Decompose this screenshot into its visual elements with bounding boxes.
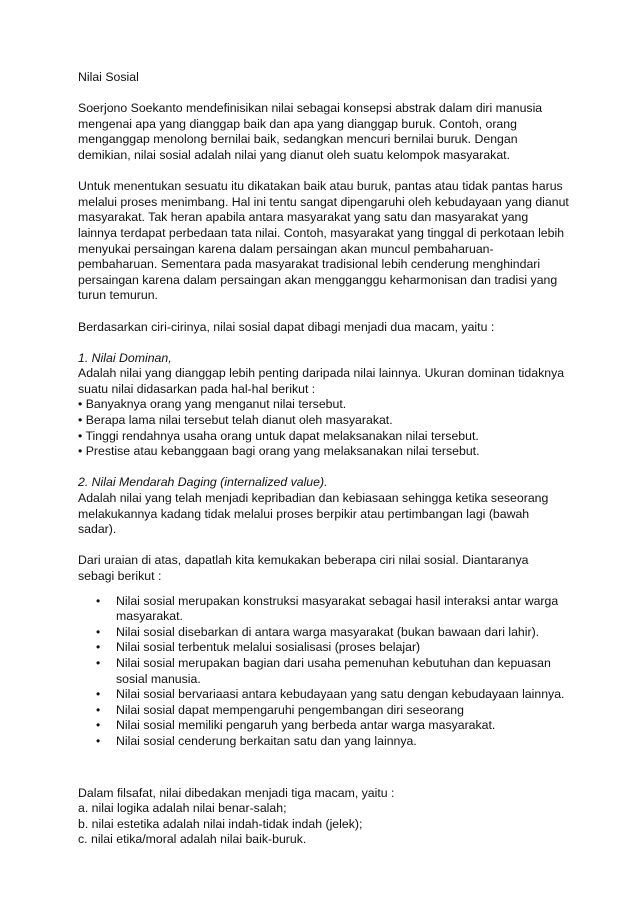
list-item: a. nilai logika adalah nilai benar-salah;	[78, 801, 287, 816]
document-title: Nilai Sosial	[78, 70, 139, 84]
list-item: • Banyaknya orang yang menganut nilai tersebut.	[78, 397, 347, 412]
dominant-value-section	[78, 351, 588, 460]
list-item: • Berapa lama nilai tersebut telah dianut oleh masyarakat.	[78, 413, 393, 428]
text-line: mengenai apa yang dianggap baik dan apa yang dianggap buruk. Contoh, orang	[78, 116, 517, 131]
section-heading: 1. Nilai Dominan,	[78, 350, 172, 365]
text-line: • Nilai sosial terbentuk melalui sosialisasi (proses belajar)	[116, 640, 421, 655]
text-line: suatu nilai didasarkan pada hal-hal berikut :	[78, 381, 316, 396]
text-line: • Nilai sosial bervariaasi antara kebudayaan yang satu dengan kebudayaan lainnya.	[116, 687, 565, 702]
text-line: persaingan karena dalam persaingan akan mengganggu keharmonisan dan tradisi yang	[78, 272, 558, 287]
text-line: turun temurun.	[78, 288, 158, 303]
characteristics-list	[78, 594, 588, 750]
text-line: Untuk menentukan sesuatu itu dikatakan baik atau buruk, pantas atau tidak pantas harus	[78, 179, 563, 194]
list-item	[78, 718, 588, 734]
text-line: melalui proses menimbang. Hal ini tentu sangat dipengaruhi oleh kebudayaan yang dianut	[78, 194, 569, 209]
list-item: c. nilai etika/moral adalah nilai baik-buruk.	[78, 832, 307, 847]
text-line: sebagi berikut :	[78, 569, 162, 583]
text-line: masyarakat.	[116, 609, 183, 624]
text-line: • Nilai sosial merupakan bagian dari usaha pemenuhan kebutuhan dan kepuasan	[116, 655, 551, 670]
list-item: • Tinggi rendahnya usaha orang untuk dapat melaksanakan nilai tersebut.	[78, 428, 479, 443]
list-item	[78, 640, 588, 656]
value-judgement-paragraph	[78, 179, 588, 304]
text-line: menganggap menolong bernilai baik, sedangkan mencuri bernilai buruk. Dengan	[78, 132, 518, 147]
list-item	[78, 594, 588, 625]
text-line: Dari uraian di atas, dapatlah kita kemukakan beberapa ciri nilai sosial. Diantaranya	[78, 553, 529, 568]
list-item	[78, 625, 588, 641]
text-line: masyarakat. Tak heran apabila antara masyarakat yang satu dan masyarakat yang	[78, 210, 529, 225]
text-line: • Nilai sosial merupakan konstruksi masyarakat sebagai hasil interaksi antar warga	[116, 593, 559, 608]
text-line: • Nilai sosial cenderung berkaitan satu dan yang lainnya.	[116, 733, 417, 748]
section-heading: 2. Nilai Mendarah Daging (internalized value).	[78, 475, 328, 490]
document-page	[78, 70, 588, 848]
text-line: Adalah nilai yang telah menjadi kepribadian dan kebiasaan sehingga ketika seseorang	[78, 491, 549, 506]
text-line: menyukai persaingan karena dalam persaingan akan muncul pembaharuan-	[78, 241, 494, 256]
text-line: lainnya terdapat perbedaan tata nilai. Contoh, masyarakat yang tinggal di perkotaan lebih	[78, 225, 565, 240]
text-line: Adalah nilai yang dianggap lebih penting daripada nilai lainnya. Ukuran dominan tidaknya	[78, 366, 565, 381]
list-item: • Prestise atau kebanggaan bagi orang yang melaksanakan nilai tersebut.	[78, 444, 480, 459]
list-item	[78, 734, 588, 750]
text-line: Soerjono Soekanto mendefinisikan nilai sebagai konsepsi abstrak dalam diri manusia	[78, 101, 543, 116]
list-item	[78, 656, 588, 687]
text-line: pembaharuan. Sementara pada masyarakat tradisional lebih cenderung menghindari	[78, 257, 541, 272]
text-line: • Nilai sosial memiliki pengaruh yang berbeda antar warga masyarakat.	[116, 718, 496, 733]
text-line: • Nilai sosial disebarkan di antara warga masyarakat (bukan bawaan dari lahir).	[116, 624, 540, 639]
text-line: Dalam filsafat, nilai dibedakan menjadi tiga macam, yaitu :	[78, 785, 395, 800]
text-line: demikian, nilai sosial adalah nilai yang dianut oleh suatu kelompok masyarakat.	[78, 147, 511, 162]
text-line: sosial manusia.	[116, 671, 201, 686]
list-item	[78, 703, 588, 719]
text-line: • Nilai sosial dapat mempengaruhi pengembangan diri seseorang	[116, 702, 464, 717]
internalized-value-section	[78, 475, 588, 537]
intro-paragraph	[78, 101, 588, 163]
characteristics-intro	[78, 553, 588, 584]
text-line: melakukannya kadang tidak melalui proses berpikir atau pertimbangan lagi (bawah	[78, 506, 530, 521]
philosophy-section	[78, 786, 588, 848]
classification-paragraph: Berdasarkan ciri-cirinya, nilai sosial dapat dibagi menjadi dua macam, yaitu :	[78, 319, 495, 334]
list-item	[78, 687, 588, 703]
list-item: b. nilai estetika adalah nilai indah-tidak indah (jelek);	[78, 816, 363, 831]
text-line: sadar).	[78, 522, 117, 537]
